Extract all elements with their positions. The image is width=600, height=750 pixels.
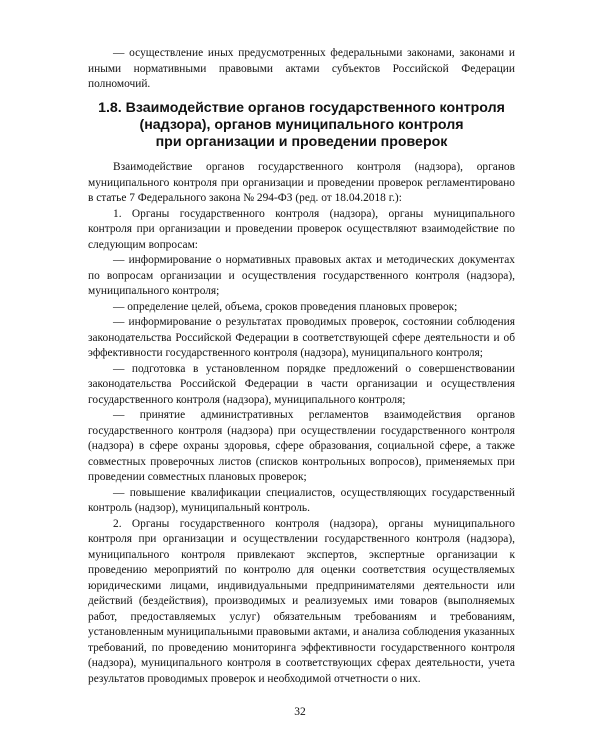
body-paragraph: 2. Органы государственного контроля (надзора), органы муниципального контроля при организации и осуществлении государственного контроля (надзора), муниципального контроля привлекают экспертов, экспертные организации к проведению мероприятий по контролю для оценки соответствия осуществляемых юридическими лицами, индивидуальными предпринимателями деятельности или действий (бездействия), производимых и реализуемых ими товаров (выполняемых работ, предоставляемых услуг) обязательным требованиям и требованиям, установленным муниципальными правовыми актами, и анализа соблюдения указанных требований, по проведению мониторинга эффективности государственного контроля (надзора), муниципального контроля в соответствующих сферах деятельности, учета результатов проводимых проверок и необходимой отчетности о них.	[88, 517, 515, 685]
intro-text-block	[88, 46, 515, 93]
section-heading	[88, 100, 515, 151]
list-item-paragraph: — информирование о нормативных правовых актах и методических документах по вопросам организации и осуществления государственного контроля (надзора), муниципального контроля;	[88, 254, 515, 297]
section-heading-line: при организации и проведении проверок	[155, 134, 448, 150]
list-item-paragraph: — повышение квалификации специалистов, осуществляющих государственный контроль (надзор), муниципальный контроль.	[88, 486, 515, 514]
list-item-paragraph: — подготовка в установленном порядке предложений о совершенствовании законодательства Российской Федерации в части организации и осуществления государственного контроля (надзора), муниципального контроля;	[88, 362, 515, 406]
list-item-paragraph: — принятие административных регламентов взаимодействия органов государственного контроля (надзора) при осуществлении государственного контроля (надзора) в сфере охраны здоровья, сфере образования, социальной сфере, а также совместных проверочных листов (списков контрольных вопросов), применяемых при проведении совместных плановых проверок;	[88, 409, 515, 483]
body-paragraph: 1. Органы государственного контроля (надзора), органы муниципального контроля при организации и проведении проверок осуществляют взаимодействие по следующим вопросам:	[88, 207, 515, 251]
intro-paragraph: — осуществление иных предусмотренных федеральными законами, законами и иными нормативными правовыми актами субъектов Российской Федерации полномочий.	[88, 47, 515, 90]
list-item-paragraph: — определение целей, объема, сроков проведения плановых проверок;	[113, 300, 458, 313]
section-heading-line: (надзора), органов муниципального контроля	[139, 117, 464, 133]
section-heading-line: 1.8. Взаимодействие органов государственного контроля	[98, 100, 505, 116]
body-text-block	[88, 160, 515, 687]
list-item-paragraph: — информирование о результатах проводимых проверок, состоянии соблюдения законодательства Российской Федерации в соответствующей сфере деятельности и об эффективности государственного контроля (надзора), муниципального контроля;	[88, 316, 515, 359]
page-number: 32	[294, 706, 306, 718]
body-paragraph: Взаимодействие органов государственного контроля (надзора), органов муниципального контроля при организации и проведении проверок регламентировано в статье 7 Федерального закона № 294-ФЗ (ред. от 18.04.2018 г.):	[88, 161, 515, 204]
